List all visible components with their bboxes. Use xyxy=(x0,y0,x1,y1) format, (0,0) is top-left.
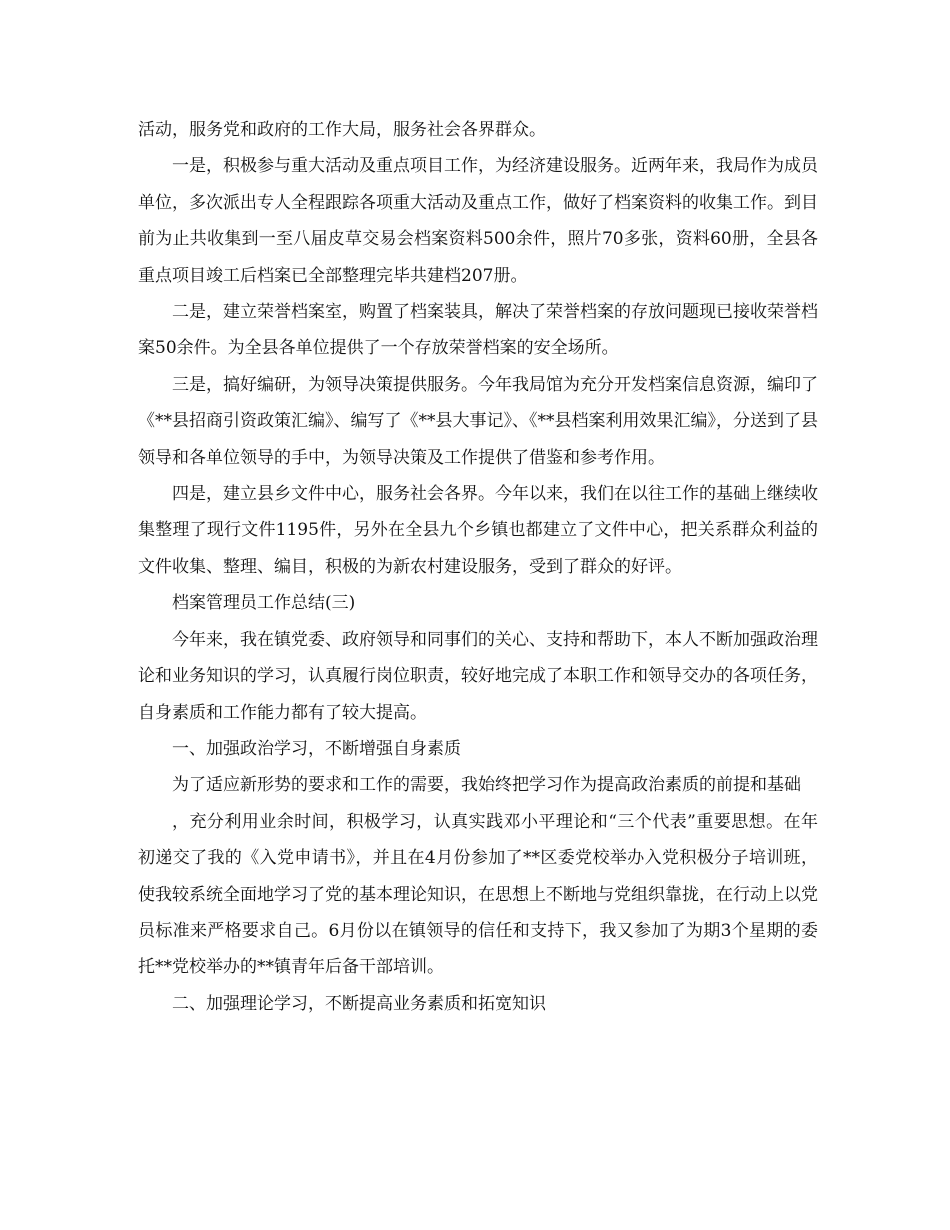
paragraph-item-two: 二是，建立荣誉档案室，购置了档案装具，解决了荣誉档案的存放问题现已接收荣誉档案50余件。为全县各单位提供了一个存放荣誉档案的安全场所。 xyxy=(138,302,818,359)
paragraph-political-study-a: 为了适应新形势的要求和工作的需要，我始终把学习作为提高政治素质的前提和基础 xyxy=(172,775,801,796)
paragraph-item-three: 三是，搞好编研，为领导决策提供服务。今年我局馆为充分开发档案信息资源，编印了《**县招商引资政策汇编》、编写了《**县大事记》、《**县档案利用效果汇编》，分送到了县领导和各单位领导的手中，为领导决策及工作提供了借鉴和参考作用。 xyxy=(138,374,818,468)
subheading-theory-study: 二、加强理论学习，不断提高业务素质和拓宽知识 xyxy=(172,993,546,1014)
section-title: 档案管理员工作总结(三) xyxy=(172,593,356,614)
paragraph-item-four: 四是，建立县乡文件中心，服务社会各界。今年以来，我们在以往工作的基础上继续收集整理了现行文件1195件，另外在全县九个乡镇也都建立了文件中心，把关系群众利益的文件收集、整理、编目，积极的为新农村建设服务，受到了群众的好评。 xyxy=(138,484,818,577)
document-page xyxy=(138,112,818,1022)
paragraph-intro-continuation: 活动，服务党和政府的工作大局，服务社会各界群众。 xyxy=(138,120,546,140)
subheading-political-study: 一、加强政治学习，不断增强自身素质 xyxy=(172,738,461,759)
paragraph-summary-intro: 今年来，我在镇党委、政府领导和同事们的关心、支持和帮助下，本人不断加强政治理论和业务知识的学习，认真履行岗位职责，较好地完成了本职工作和领导交办的各项任务，自身素质和工作能力都有了较大提高。 xyxy=(138,629,818,723)
paragraph-item-one: 一是，积极参与重大活动及重点项目工作，为经济建设服务。近两年来，我局作为成员单位，多次派出专人全程跟踪各项重大活动及重点工作，做好了档案资料的收集工作。到目前为止共收集到一至八届皮草交易会档案资料500余件，照片70多张，资料60册，全县各重点项目竣工后档案已全部整理完毕共建档207册。 xyxy=(138,156,818,286)
paragraph-political-study-b: ，充分利用业余时间，积极学习，认真实践邓小平理论和“三个代表”重要思想。在年初递交了我的《入党申请书》，并且在4月份参加了**区委党校举办入党积极分子培训班，使我较系统全面地学习了党的基本理论知识，在思想上不断地与党组织靠拢，在行动上以党员标准来严格要求自己。6月份以在镇领导的信任和支持下，我又参加了为期3个星期的委托**党校举办的**镇青年后备干部培训。 xyxy=(138,811,818,978)
